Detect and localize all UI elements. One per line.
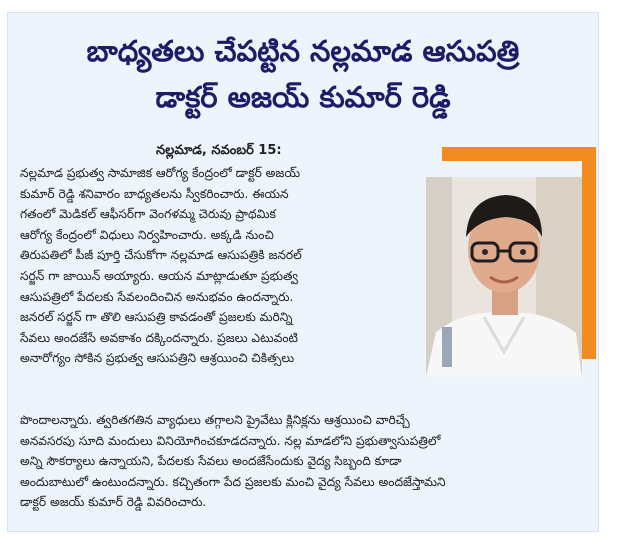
headline-line-2: డాక్టర్ అజయ్ కుమార్ రెడ్డి bbox=[155, 80, 451, 114]
article-line: డాక్టర్ అజయ్ కుమార్ రెడ్డి వివరించారు. bbox=[20, 495, 207, 510]
headline-line-1: బాధ్యతలు చేపట్టిన నల్లమాడ ఆసుపత్రి bbox=[86, 34, 520, 68]
accent-bar-side bbox=[582, 147, 596, 359]
article-line: అనారోగ్యం సోకిన ప్రభుత్వ ఆసుపత్రిని ఆశ్రయించి చికిత్సలు bbox=[20, 351, 295, 366]
news-clipping bbox=[7, 12, 599, 532]
article-line: జనరల్ సర్జన్ గా తొలి ఆసుపత్రి కావడంతో ప్రజలకు మరిన్ని bbox=[20, 310, 293, 325]
article-line: తిరుపతిలో పీజీ పూర్తి చేసుకోగా నల్లమాడ ఆసుపత్రికి జనరల్ bbox=[20, 248, 302, 263]
article-line: ఆసుపత్రిలో పేదలకు సేవలందించిన అనుభవం ఉందన్నారు. bbox=[20, 289, 294, 304]
article-line: సేవలు అందజేసే అవకాశం దక్కిందన్నారు. ప్రజలు ఎటువంటి bbox=[20, 330, 298, 345]
article-line: నల్లమాడ ప్రభుత్వ సామాజిక ఆరోగ్య కేంద్రంలో డాక్టర్ అజయ్ bbox=[20, 166, 300, 180]
article-body-full bbox=[20, 410, 600, 513]
article-line: కుమార్ రెడ్డి శనివారం బాధ్యతలను స్వీకరించారు. ఈయన bbox=[20, 186, 289, 201]
article-line: అందుబాటులో ఉంటుందన్నారు. కచ్చితంగా పేద ప్రజలకు మంచి వైద్య సేవలు అందజేస్తామని bbox=[20, 474, 446, 489]
article-line: గతంలో మెడికల్ ఆఫీసర్‌గా వెంగళమ్మ చెరువు ప్రాథమిక bbox=[20, 207, 276, 222]
portrait-frame bbox=[426, 147, 596, 379]
article-line: అనవసరపు సూది మందులు వినియోగించకూడదన్నారు. నల్ల మాడలోని ప్రభుత్వాసుపత్రిలో bbox=[20, 433, 441, 448]
headline bbox=[8, 25, 598, 117]
dateline: నల్లమాడ, నవంబర్ 15: bbox=[156, 143, 282, 158]
article-line: సర్జన్ గా జాయిన్ అయ్యారు. ఆయన మాట్లాడుతూ ప్రభుత్వ bbox=[20, 268, 298, 283]
article-line: ఆరోగ్య కేంద్రంలో విధులు నిర్వహించారు. అక్కడి నుంచి bbox=[20, 227, 274, 242]
accent-bar-top bbox=[442, 147, 596, 161]
article-body-column bbox=[20, 163, 424, 369]
article-line: పొందాలన్నారు. త్వరితగతిన వ్యాధులు తగ్గాలని ప్రైవేటు క్లినిక్లను ఆశ్రయించి వారిచ్చే bbox=[20, 413, 410, 427]
portrait-photo bbox=[426, 177, 582, 377]
portrait-illustration bbox=[426, 177, 582, 377]
article-line: అన్ని సౌకర్యాలు ఉన్నాయని, పేదలకు సేవలు అందజేసేందుకు వైద్య సిబ్బంది కూడా bbox=[20, 454, 402, 469]
